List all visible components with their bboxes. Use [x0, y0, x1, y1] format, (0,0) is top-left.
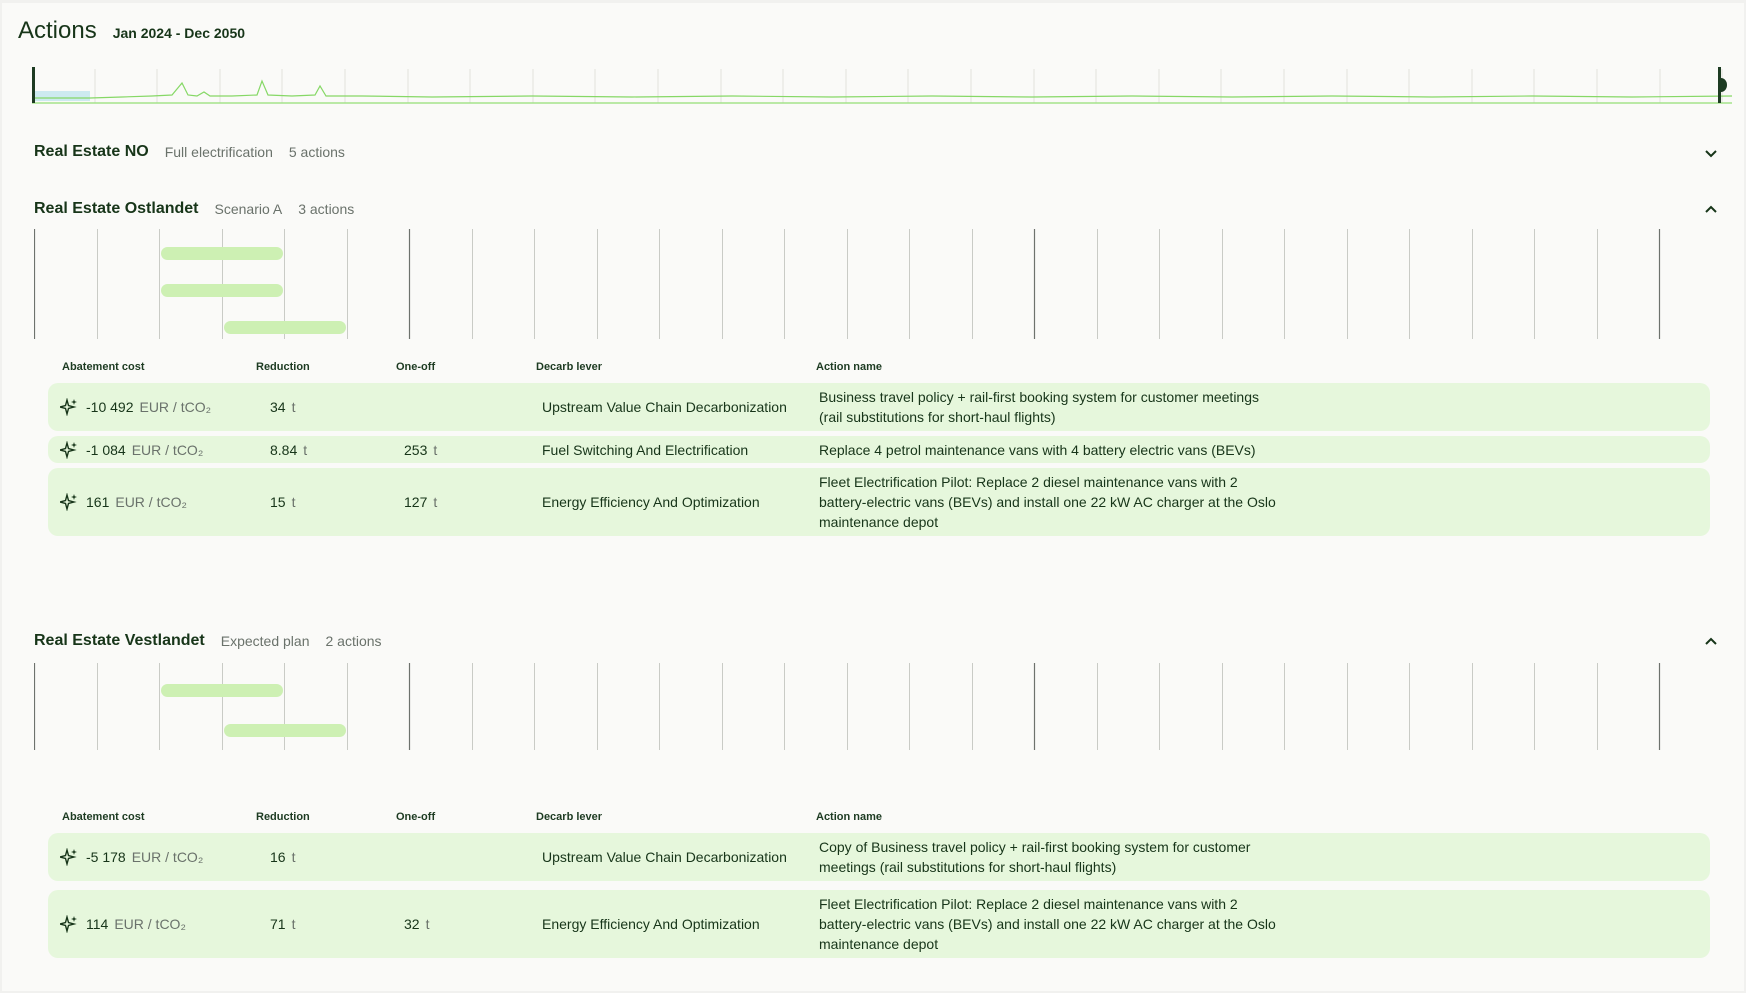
col-decarb-lever[interactable]: Decarb lever	[536, 361, 603, 373]
action-row[interactable]	[48, 833, 1710, 881]
reduction-value: 34 t	[270, 399, 296, 415]
group-name: Real Estate NO	[34, 143, 149, 160]
action-name-value: Business travel policy + rail-first booking system for customer meetings (rail substitutions for short-haul flights)	[819, 389, 1259, 425]
sparkle-icon	[60, 848, 78, 866]
reduction-value: 8.84 t	[270, 441, 308, 458]
sparkle-icon	[60, 398, 78, 416]
col-abatement-cost[interactable]: Abatement cost	[62, 361, 145, 373]
group-name: Real Estate Vestlandet	[34, 632, 205, 649]
col-decarb-lever[interactable]: Decarb lever	[536, 811, 603, 823]
one-off-value: 253 t	[404, 441, 438, 458]
timeline-overview[interactable]	[32, 65, 1732, 115]
group-name: Real Estate Ostlandet	[34, 200, 199, 217]
col-action-name[interactable]: Action name	[816, 361, 883, 373]
one-off-value: 32 t	[404, 916, 430, 932]
group-scenario: Expected plan	[220, 633, 310, 649]
group-scenario: Full electrification	[164, 144, 273, 160]
reduction-value: 16 t	[270, 849, 296, 865]
timeline-handle-start[interactable]	[32, 67, 35, 103]
abatement-cost-value: -5 178 EUR / tCO₂	[86, 849, 204, 865]
action-name-value: Fleet Electrification Pilot: Replace 2 diesel maintenance vans with 2 battery-electric vans (BEVs) and install one 22 kW AC charger at the Oslo maintenance depot	[819, 896, 1276, 952]
gantt-bar[interactable]	[161, 247, 283, 260]
timeline-gridlines	[32, 69, 1722, 103]
date-range[interactable]: Jan 2024 - Dec 2050	[112, 25, 246, 41]
action-row[interactable]	[48, 468, 1710, 536]
sparkle-icon	[60, 493, 78, 511]
gantt-bar[interactable]	[161, 284, 283, 297]
col-reduction[interactable]: Reduction	[256, 361, 310, 373]
sparkle-icon	[60, 441, 78, 459]
decarb-lever-value: Energy Efficiency And Optimization	[542, 494, 760, 510]
chevron-up-icon[interactable]	[1702, 201, 1720, 219]
group-header[interactable]	[34, 200, 354, 218]
gantt-bar[interactable]	[224, 724, 346, 737]
action-name-value: Copy of Business travel policy + rail-first booking system for customer meetings (rail substitutions for short-haul flights)	[819, 839, 1251, 875]
decarb-lever-value: Energy Efficiency And Optimization	[542, 916, 760, 932]
timeline-area-highlight	[32, 91, 90, 101]
decarb-lever-value: Upstream Value Chain Decarbonization	[542, 399, 787, 415]
gantt-bar[interactable]	[224, 321, 346, 334]
group-action-count: 5 actions	[288, 144, 345, 160]
chevron-down-icon[interactable]	[1702, 144, 1720, 162]
action-row[interactable]	[48, 383, 1710, 431]
action-row[interactable]	[48, 890, 1710, 958]
action-name-value: Replace 4 petrol maintenance vans with 4 battery electric vans (BEVs)	[819, 441, 1256, 458]
decarb-lever-value: Upstream Value Chain Decarbonization	[542, 849, 787, 865]
one-off-value	[404, 849, 410, 865]
gantt-chart	[34, 663, 1722, 750]
gantt-chart	[34, 229, 1722, 339]
sparkle-icon	[60, 915, 78, 933]
col-abatement-cost[interactable]: Abatement cost	[62, 811, 145, 823]
decarb-lever-value: Fuel Switching And Electrification	[542, 441, 749, 458]
col-one-off[interactable]: One-off	[396, 811, 436, 823]
group-action-count: 3 actions	[298, 201, 355, 217]
reduction-value: 71 t	[270, 916, 296, 932]
abatement-cost-value: 161 EUR / tCO₂	[86, 494, 187, 510]
action-name-value: Fleet Electrification Pilot: Replace 2 diesel maintenance vans with 2 battery-electric vans (BEVs) and install one 22 kW AC charger at the Oslo maintenance depot	[819, 474, 1276, 530]
gantt-svg	[34, 663, 1722, 750]
chevron-up-icon[interactable]	[1702, 633, 1720, 651]
group-header[interactable]	[34, 143, 345, 161]
page-title: Actions	[18, 17, 97, 44]
abatement-cost-value: -10 492 EUR / tCO₂	[86, 399, 212, 415]
page-header	[18, 17, 245, 45]
action-row[interactable]	[48, 436, 1710, 463]
actions-page	[2, 3, 1744, 991]
gantt-bar[interactable]	[161, 684, 283, 697]
abatement-cost-value: 114 EUR / tCO₂	[86, 916, 186, 932]
group-header[interactable]	[34, 632, 382, 650]
col-one-off[interactable]: One-off	[396, 361, 436, 373]
timeline-handle-end-grip[interactable]	[1721, 78, 1727, 92]
timeline-handle-end[interactable]	[1718, 67, 1721, 103]
group-scenario: Scenario A	[214, 201, 283, 217]
abatement-cost-value: -1 084 EUR / tCO₂	[86, 441, 204, 458]
one-off-value	[404, 399, 410, 415]
reduction-value: 15 t	[270, 494, 296, 510]
timeline-sparkline	[32, 81, 1732, 98]
col-action-name[interactable]: Action name	[816, 811, 883, 823]
group-action-count: 2 actions	[325, 633, 382, 649]
one-off-value: 127 t	[404, 494, 438, 510]
gantt-svg	[34, 229, 1722, 339]
col-reduction[interactable]: Reduction	[256, 811, 310, 823]
